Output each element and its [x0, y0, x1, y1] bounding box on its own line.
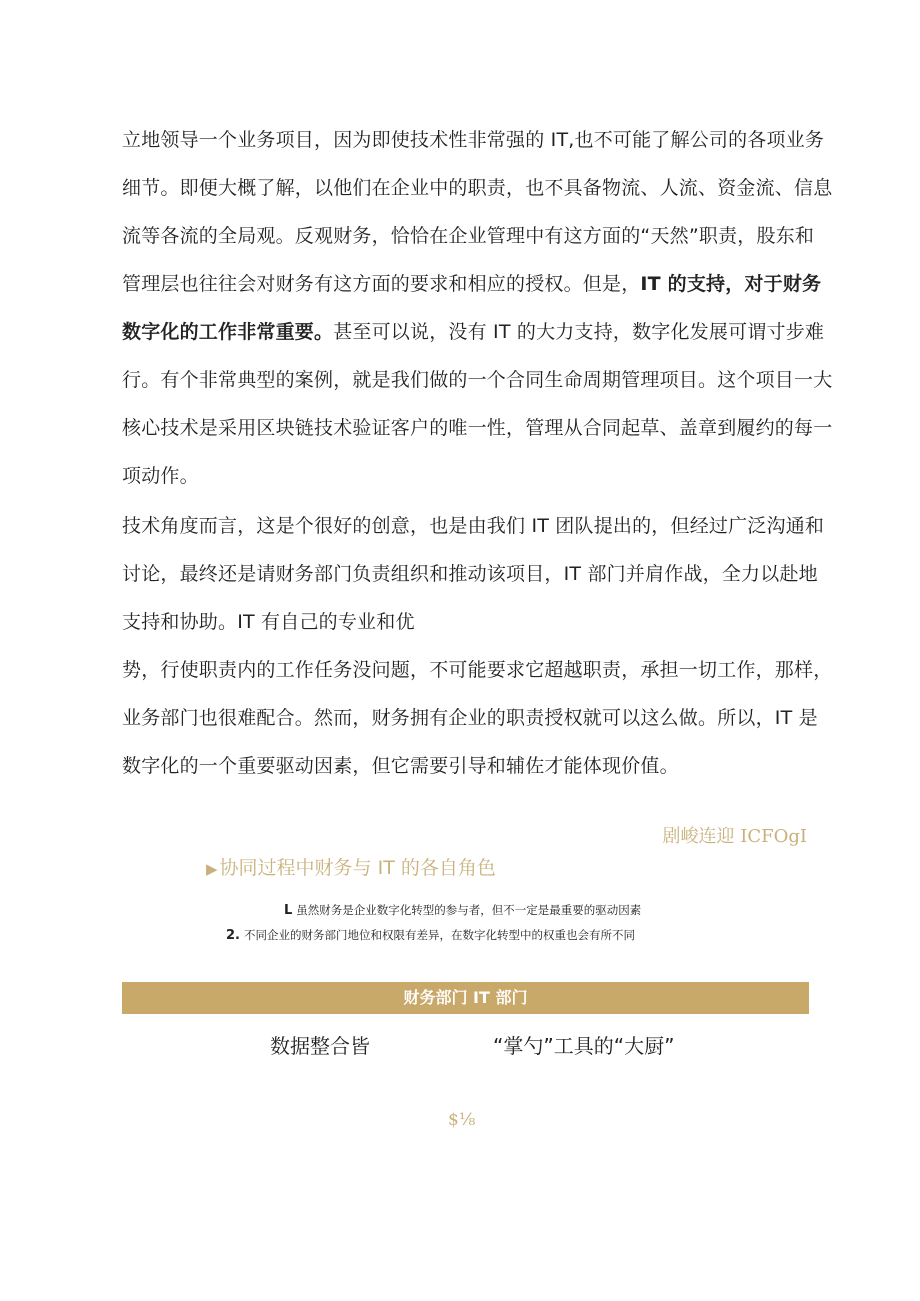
note-item: [226, 927, 635, 943]
paragraph-1: [122, 116, 833, 500]
note-text: 虽然财务是企业数字化转型的参与者，但不一定是最重要的驱动因素: [296, 903, 642, 917]
note-item: [284, 902, 641, 918]
text-line: 核心技术是采用区块链技术验证客户的唯一性，管理从合同起草、盖章到履约的每一: [122, 417, 833, 439]
finance-role-label: 数据整合皆: [270, 1034, 370, 1058]
text-line: 技术角度而言，这是个很好的创意，也是由我们 IT 团队提出的，但经过广泛沟通和: [122, 515, 825, 537]
text-run: 甚至可以说，没有 IT 的大力支持，数字化发展可谓寸步难: [333, 321, 825, 343]
text-line: [122, 308, 825, 356]
bold-text: 数字化的工作非常重要。: [122, 321, 334, 343]
figure-title: [206, 853, 496, 880]
note-text: 不同企业的财务部门地位和权限有差异，在数字化转型中的权重也会有所不同: [243, 928, 635, 942]
note-number: L: [284, 903, 293, 918]
figure-title-text: 协同过程中财务与 IT 的各自角色: [219, 857, 496, 879]
note-number: 2.: [226, 928, 240, 943]
text-line: 行。有个非常典型的案例，就是我们做的一个合同生命周期管理项目。这个项目一大: [122, 369, 833, 391]
text-line: 势，行使职责内的工作任务没问题，不可能要求它超越职责，承担一切工作，那样，: [122, 659, 833, 681]
page-mark: $⅛: [448, 1110, 476, 1130]
text-line: 讨论，最终还是请财务部门负责组织和推动该项目，IT 部门并肩作战，全力以赴地: [122, 563, 818, 585]
table-header-band: 财务部门 IT 部门: [122, 982, 809, 1014]
figure-source-caption: 剧峻连迎 ICFOgI: [662, 826, 807, 847]
text-line: 细节。即便大概了解，以他们在企业中的职责，也不具备物流、人流、资金流、信息: [122, 177, 833, 199]
text-line: 项动作。: [122, 465, 199, 487]
text-line: 流等各流的全局观。反观财务，恰恰在企业管理中有这方面的“天然”职责，股东和: [122, 225, 815, 247]
text-line: 立地领导一个业务项目，因为即使技术性非常强的 IT,也不可能了解公司的各项业务: [122, 129, 825, 151]
text-line: 数字化的一个重要驱动因素，但它需要引导和辅佐才能体现价值。: [122, 755, 679, 777]
paragraph-3: [122, 646, 833, 790]
triangle-right-icon: ▶: [206, 860, 218, 878]
text-line: 支持和协助。IT 有自己的专业和优: [122, 611, 415, 633]
text-line: [122, 260, 822, 308]
it-role-label: “掌勺”工具的“大厨”: [493, 1034, 675, 1058]
bold-text: IT 的支持，对于财务: [640, 273, 822, 295]
text-run: 管理层也往往会对财务有这方面的要求和相应的授权。但是，: [122, 273, 641, 295]
paragraph-2: [122, 502, 825, 646]
text-line: 业务部门也很难配合。然而，财务拥有企业的职责授权就可以这么做。所以，IT 是: [122, 707, 818, 729]
